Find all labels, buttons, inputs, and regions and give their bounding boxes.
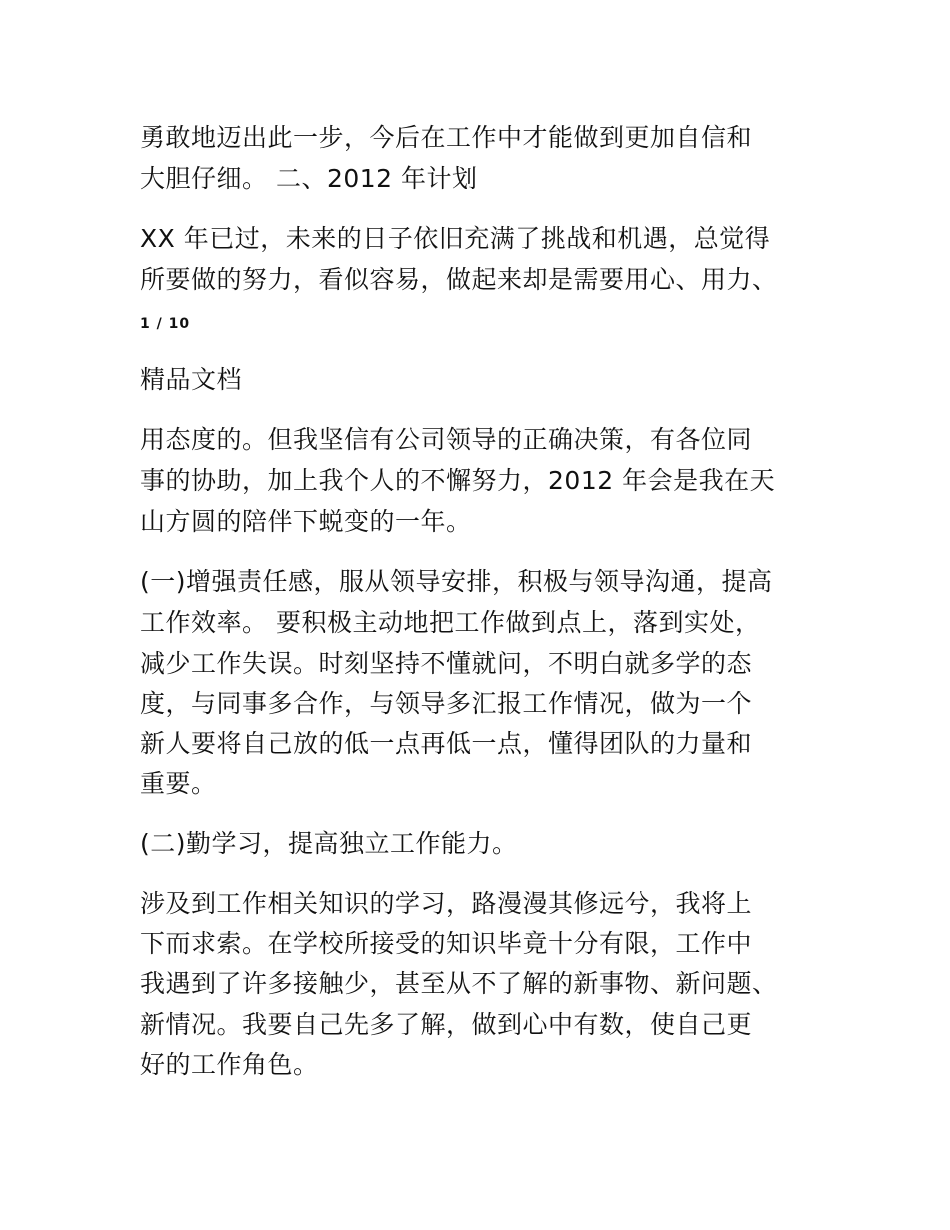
paragraph-4-line-4: 度，与同事多合作，与领导多汇报工作情况，做为一个 [140, 689, 753, 718]
paragraph-6-line-5: 好的工作角色。 [140, 1050, 319, 1079]
paragraph-3-line-3: 山方圆的陪伴下蜕变的一年。 [140, 507, 472, 536]
paragraph-4-line-2: 工作效率。 要积极主动地把工作做到点上，落到实处， [140, 608, 761, 637]
paragraph-6-line-3: 我遇到了许多接触少，甚至从不了解的新事物、新问题、 [140, 969, 778, 998]
paragraph-4-line-3: 减少工作失误。时刻坚持不懂就问，不明白就多学的态 [140, 649, 753, 678]
paragraph-3-line-1: 用态度的。但我坚信有公司领导的正确决策，有各位同 [140, 425, 753, 454]
paragraph-1-line-1: 勇敢地迈出此一步，今后在工作中才能做到更加自信和 [140, 123, 753, 152]
paragraph-6-line-4: 新情况。我要自己先多了解，做到心中有数，使自己更 [140, 1010, 753, 1039]
paragraph-6-line-2: 下而求索。在学校所接受的知识毕竟十分有限，工作中 [140, 929, 753, 958]
page-number: 1 / 10 [140, 316, 191, 332]
paragraph-3-line-2: 事的协助，加上我个人的不懈努力，2012 年会是我在天 [140, 466, 776, 495]
header-label: 精品文档 [140, 365, 243, 394]
paragraph-4-line-6: 重要。 [140, 769, 217, 798]
paragraph-6-line-1: 涉及到工作相关知识的学习，路漫漫其修远兮，我将上 [140, 889, 753, 918]
paragraph-1-line-2: 大胆仔细。 二、2012 年计划 [140, 164, 478, 193]
paragraph-5-line-1: (二)勤学习，提高独立工作能力。 [140, 829, 518, 858]
paragraph-2-line-1: XX 年已过，未来的日子依旧充满了挑战和机遇，总觉得 [140, 224, 771, 253]
paragraph-2-line-2: 所要做的努力，看似容易，做起来却是需要用心、用力、 [140, 265, 778, 294]
paragraph-4-line-1: (一)增强责任感，服从领导安排，积极与领导沟通，提高 [140, 567, 773, 596]
paragraph-4-line-5: 新人要将自己放的低一点再低一点，懂得团队的力量和 [140, 729, 753, 758]
